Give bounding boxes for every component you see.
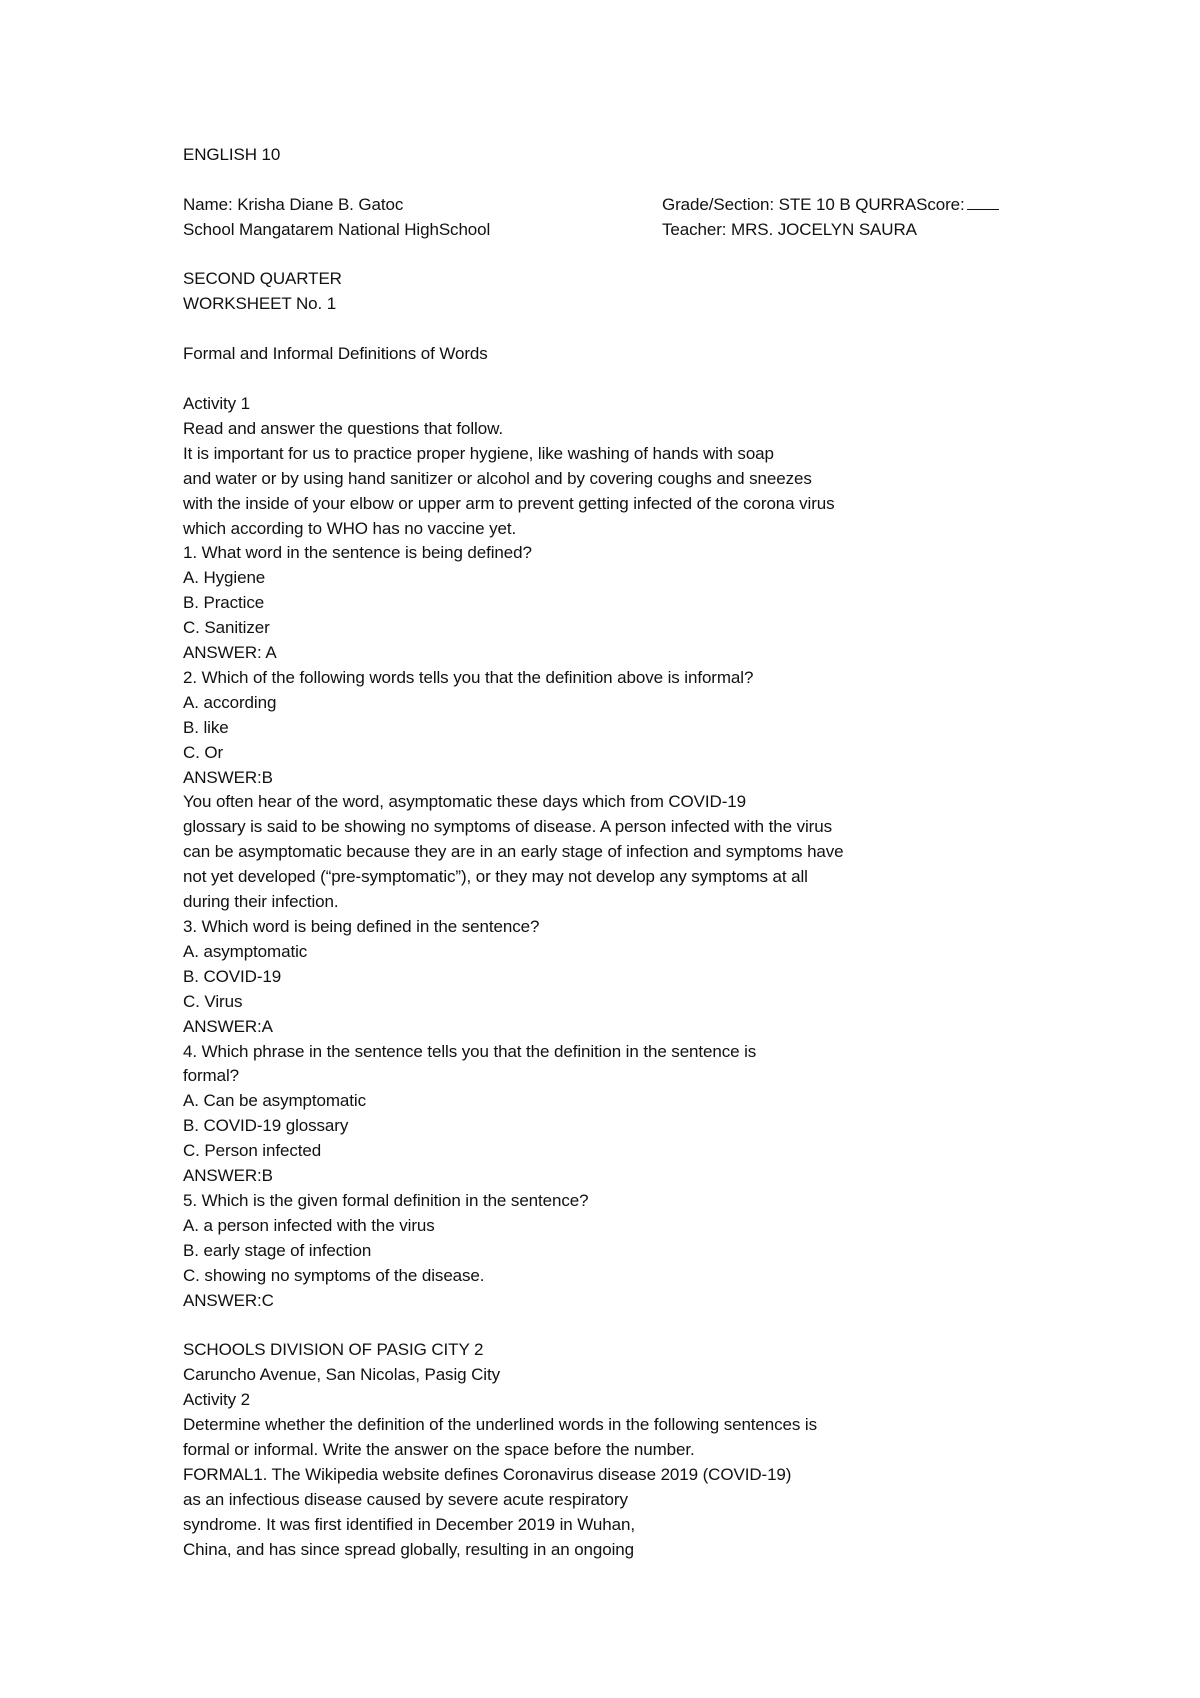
division-address: Caruncho Avenue, San Nicolas, Pasig City [183, 1365, 500, 1385]
q3-option-a: A. asymptomatic [183, 941, 308, 961]
q1-answer: ANSWER: A [183, 643, 277, 663]
quarter-label: SECOND QUARTER [183, 269, 342, 289]
passage2-line: glossary is said to be showing no symptoms of disease. A person infected with the virus [183, 817, 832, 837]
q4-answer: ANSWER:B [183, 1166, 273, 1186]
q5-answer: ANSWER:C [183, 1290, 274, 1310]
passage1-line: which according to WHO has no vaccine yet. [183, 518, 517, 538]
school-name: School Mangatarem National HighSchool [183, 219, 491, 239]
q5-option-a: A. a person infected with the virus [183, 1215, 435, 1235]
q4-option-c: C. Person infected [183, 1141, 322, 1161]
spacer [183, 317, 1083, 342]
passage2-line: You often hear of the word, asymptomatic these days which from COVID-19 [183, 792, 746, 812]
q1-option-c: C. Sanitizer [183, 618, 270, 638]
passage2-line: during their infection. [183, 892, 339, 912]
division-name: SCHOOLS DIVISION OF PASIG CITY 2 [183, 1340, 484, 1360]
teacher-name: Teacher: MRS. JOCELYN SAURA [662, 219, 917, 239]
spacer [183, 1314, 1083, 1339]
activity2-title: Activity 2 [183, 1390, 251, 1410]
passage2-line: can be asymptomatic because they are in an early stage of infection and symptoms have [183, 842, 844, 862]
activity2-instruction-line: Determine whether the definition of the underlined words in the following sentences is [183, 1415, 817, 1435]
activity2-item1-line: as an infectious disease caused by severe acute respiratory [183, 1489, 628, 1509]
question-4-line2: formal? [183, 1066, 239, 1086]
student-info-row [183, 193, 1083, 218]
score-blank [967, 195, 999, 210]
q3-answer: ANSWER:A [183, 1016, 273, 1036]
q2-option-a: A. according [183, 692, 277, 712]
q2-answer: ANSWER:B [183, 767, 273, 787]
q4-option-a: A. Can be asymptomatic [183, 1091, 366, 1111]
passage1-line: It is important for us to practice proper hygiene, like washing of hands with soap [183, 443, 774, 463]
q2-option-b: B. like [183, 717, 229, 737]
q5-option-c: C. showing no symptoms of the disease. [183, 1265, 485, 1285]
q3-option-b: B. COVID-19 [183, 966, 282, 986]
q4-option-b: B. COVID-19 glossary [183, 1116, 349, 1136]
subject-heading: ENGLISH 10 [183, 145, 281, 164]
passage2-line: not yet developed (“pre-symptomatic”), or they may not develop any symptoms at all [183, 867, 808, 887]
q5-option-b: B. early stage of infection [183, 1240, 372, 1260]
spacer [183, 367, 1083, 392]
q3-option-c: C. Virus [183, 991, 243, 1011]
spacer [183, 243, 1083, 268]
q1-option-b: B. Practice [183, 593, 265, 613]
activity1-instruction: Read and answer the questions that follow. [183, 418, 503, 438]
grade-section-score [662, 193, 999, 218]
grade-section: Grade/Section: STE 10 B QURRAScore: [662, 194, 965, 214]
school-info-row [183, 218, 1083, 243]
student-name: Name: Krisha Diane B. Gatoc [183, 194, 404, 214]
spacer [183, 168, 1083, 193]
question-4-line1: 4. Which phrase in the sentence tells you that the definition in the sentence is [183, 1041, 757, 1061]
activity2-item1-line: China, and has since spread globally, resulting in an ongoing [183, 1539, 634, 1559]
worksheet-number: WORKSHEET No. 1 [183, 294, 337, 314]
q1-option-a: A. Hygiene [183, 568, 266, 588]
question-5: 5. Which is the given formal definition in the sentence? [183, 1190, 589, 1210]
question-3: 3. Which word is being defined in the sentence? [183, 917, 540, 936]
worksheet-page [183, 143, 1083, 1563]
q2-option-c: C. Or [183, 742, 224, 762]
question-1: 1. What word in the sentence is being defined? [183, 543, 532, 563]
activity2-instruction-line: formal or informal. Write the answer on the space before the number. [183, 1440, 695, 1460]
passage1-line: with the inside of your elbow or upper arm to prevent getting infected of the corona virus [183, 493, 835, 513]
passage1-line: and water or by using hand sanitizer or alcohol and by covering coughs and sneezes [183, 468, 812, 488]
question-2: 2. Which of the following words tells you that the definition above is informal? [183, 667, 754, 687]
activity1-title: Activity 1 [183, 393, 251, 413]
topic-title: Formal and Informal Definitions of Words [183, 344, 488, 364]
activity2-item1-line: syndrome. It was first identified in December 2019 in Wuhan, [183, 1514, 635, 1534]
activity2-item1-line: FORMAL1. The Wikipedia website defines Coronavirus disease 2019 (COVID-19) [183, 1464, 792, 1484]
